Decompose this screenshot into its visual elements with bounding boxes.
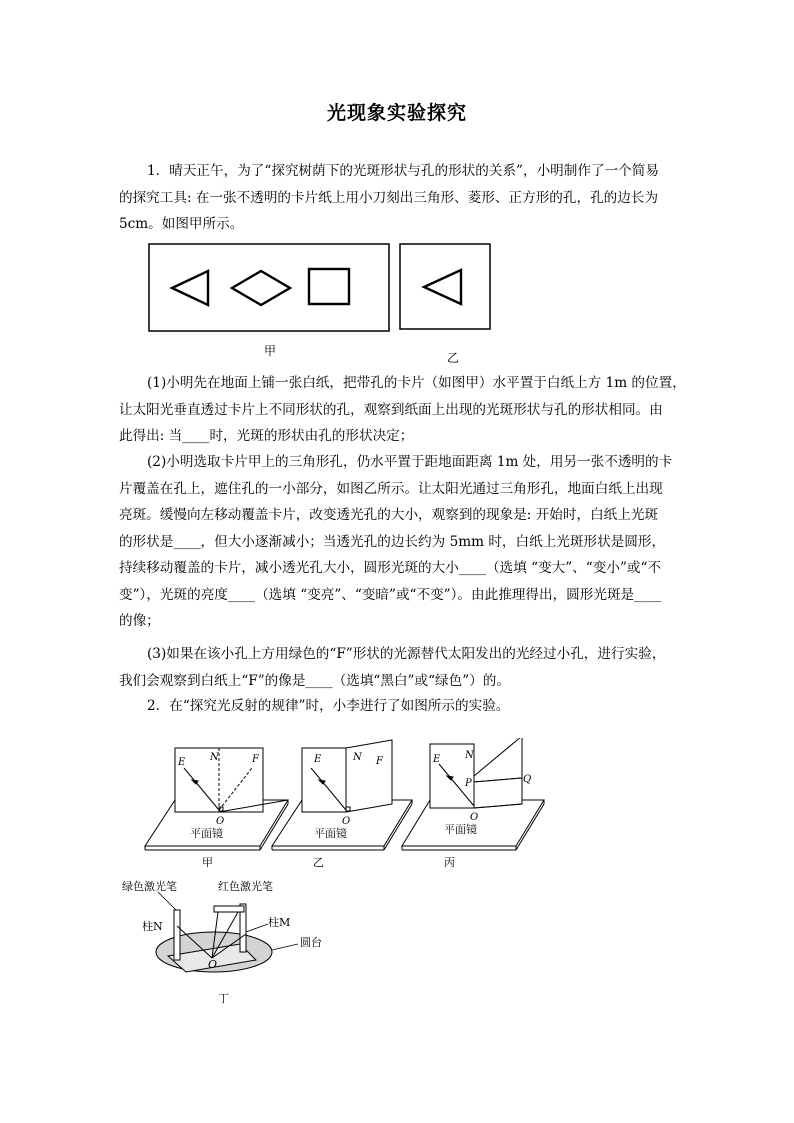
part2-line-1: (2)小明选取卡片甲上的三角形孔，仍水平置于距地面距离 1m 处，用另一张不透明的卡 <box>147 454 673 470</box>
point-o-label: O <box>208 958 218 971</box>
post-n <box>174 910 180 960</box>
red-laser-pen <box>214 906 244 912</box>
platform-label: 圆台 <box>300 936 322 949</box>
q1-line-1: 1．晴天正午，为了“探究树荫下的光斑形状与孔的形状的关系”，小明制作了一个简易 <box>147 163 659 179</box>
yi-mirror-label: 平面镜 <box>314 827 347 840</box>
figure-jia-label: 甲 <box>264 344 277 358</box>
green-laser-label: 绿色激光笔 <box>122 880 177 893</box>
bing-mirror-label: 平面镜 <box>444 823 477 836</box>
post-n-label: 柱N <box>142 920 163 933</box>
part2-line-4: 的形状是____，但大小逐渐减小；当透光孔的边长约为 5mm 时，白纸上光斑形状是圆形， <box>119 533 666 550</box>
q1-line-2: 的探究工具: 在一张不透明的卡片纸上用小刀刻出三角形、菱形、正方形的孔，孔的边长为 <box>119 189 659 206</box>
yi-letter-o: O <box>342 816 351 827</box>
jia-letter-o: O <box>216 816 225 827</box>
q2-intro <box>119 693 679 720</box>
jia-letter-e: E <box>178 757 186 768</box>
card-outline <box>149 244 389 331</box>
q1-part-3 <box>119 641 679 694</box>
bing-letter-o: O <box>470 812 479 823</box>
yi-letter-n: N <box>353 752 362 763</box>
part1-line-2: 让太阳光垂直透过卡片上不同形状的孔，观察到纸面上出现的光斑形状与孔的形状相同。由 <box>119 401 663 418</box>
jia-letter-f: F <box>252 754 259 765</box>
card-outline <box>400 244 490 329</box>
part1-line-3: 此得出: 当____时，光斑的形状由孔的形状决定； <box>119 428 414 444</box>
bing-letter-p: P <box>465 778 472 789</box>
part2-line-5: 持续移动覆盖的卡片，减小透光孔大小，圆形光斑的大小____（选填 “变大”、“变小”或“不 <box>119 560 662 576</box>
jia-mirror-label: 平面镜 <box>190 827 223 840</box>
q1-line-3: 5cm。如图甲所示。 <box>119 216 244 232</box>
part2-line-2: 片覆盖在孔上，遮住孔的一小部分，如图乙所示。让太阳光通过三角形孔，地面白纸上出现 <box>119 480 663 497</box>
figure-yi-card <box>399 243 491 330</box>
yi-letter-f: F <box>376 756 383 767</box>
figure-reflection-setups <box>140 738 560 873</box>
figure-jia-card <box>148 243 390 332</box>
bing-letter-q: Q <box>523 774 532 785</box>
page-title: 光现象实验探究 <box>326 102 467 124</box>
figure-ding-laser-setup <box>118 878 348 1008</box>
figure-yi-label: 乙 <box>447 351 460 365</box>
red-laser-label: 红色激光笔 <box>218 880 273 893</box>
part3-line-1: (3)如果在该小孔上方用绿色的“F”形状的光源替代太阳发出的光经过小孔，进行实验， <box>147 646 666 662</box>
part2-line-7: 的像； <box>119 613 160 629</box>
setup-yi-label: 乙 <box>313 856 324 869</box>
yi-letter-e: E <box>314 754 322 765</box>
jia-letter-n: N <box>210 752 219 763</box>
figure-ding-label: 丁 <box>218 992 229 1005</box>
part2-line-6: 变”），光斑的亮度____（选填 “变亮”、“变暗”或“不变”）。由此推理得出，圆形光斑是____ <box>119 586 662 603</box>
q2-line: 2．在“探究光反射的规律”时，小李进行了如图所示的实验。 <box>147 698 510 714</box>
q1-intro <box>119 158 679 238</box>
part3-line-2: 我们会观察到白纸上“F”的像是____（选填“黑白”或“绿色”）的。 <box>119 672 510 689</box>
post-m-label: 柱M <box>268 916 291 929</box>
part2-line-3: 亮斑。缓慢向左移动覆盖卡片，改变透光孔的大小，观察到的现象是: 开始时，白纸上光斑 <box>119 507 659 523</box>
q1-part-2 <box>119 449 679 635</box>
q1-part-1 <box>119 370 686 450</box>
part1-line-1: (1)小明先在地面上铺一张白纸，把带孔的卡片（如图甲）水平置于白纸上方 1m 的位置， <box>147 375 686 391</box>
bing-letter-e: E <box>433 754 441 765</box>
setup-bing-label: 丙 <box>444 856 455 869</box>
setup-jia-label: 甲 <box>202 856 213 869</box>
bing-letter-n: N <box>465 750 474 761</box>
